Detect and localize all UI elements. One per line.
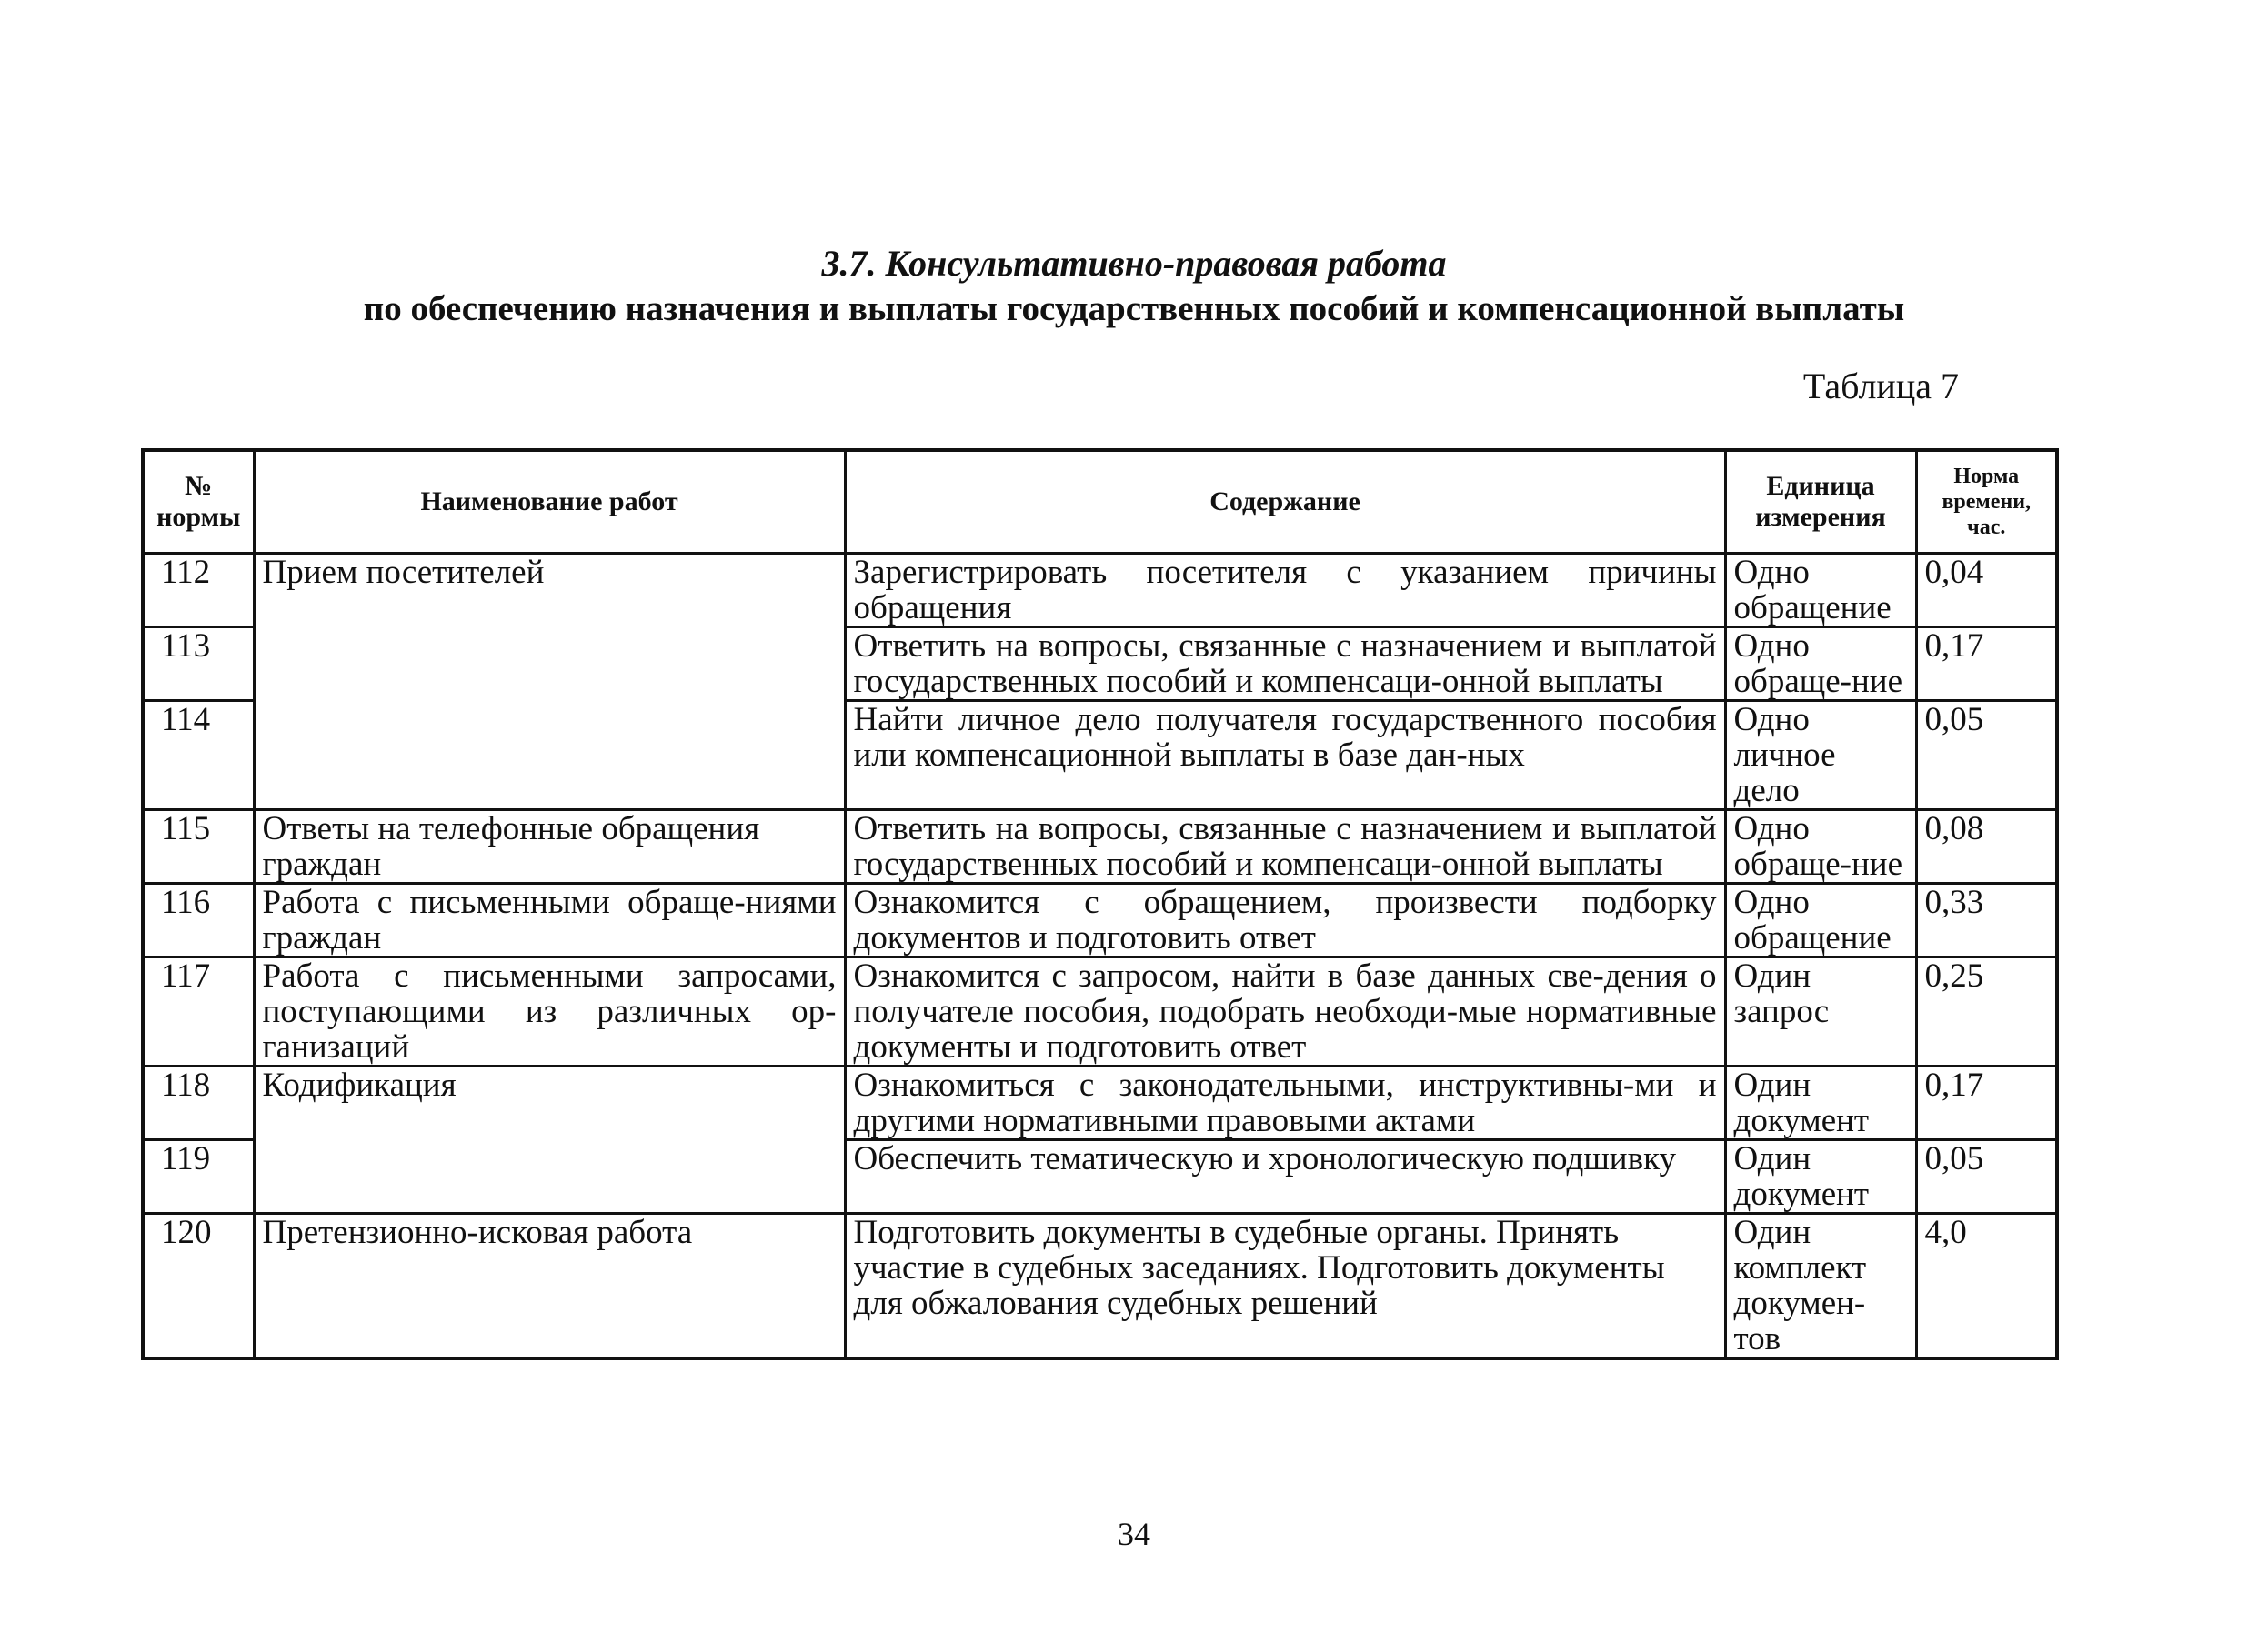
cell-content: Ознакомиться с законодательными, инструктивны-ми и другими нормативными правовыми актами (845, 1067, 1725, 1140)
table-row (143, 554, 2057, 627)
cell-content: Подготовить документы в судебные органы. Принять участие в судебных заседаниях. Подготовить документы для обжалования судебных решений (845, 1214, 1725, 1359)
cell-num: 112 (143, 554, 254, 627)
header-num: № нормы (143, 450, 254, 554)
cell-num: 119 (143, 1140, 254, 1214)
header-unit: Единица измерения (1725, 450, 1916, 554)
cell-unit: Одно обраще-ние (1725, 627, 1916, 701)
cell-content: Ознакомится с обращением, произвести подборку документов и подготовить ответ (845, 884, 1725, 957)
cell-name: Работа с письменными запросами, поступающими из различных ор-ганизаций (254, 957, 845, 1067)
cell-unit: Один запрос (1725, 957, 1916, 1067)
cell-norm: 0,17 (1916, 1067, 2057, 1140)
cell-unit: Один документ (1725, 1067, 1916, 1140)
page-number: 34 (1118, 1516, 1150, 1552)
cell-num: 117 (143, 957, 254, 1067)
table-row (143, 1067, 2057, 1140)
cell-num: 120 (143, 1214, 254, 1359)
cell-norm: 0,05 (1916, 701, 2057, 810)
cell-name: Претензионно-исковая работа (254, 1214, 845, 1359)
cell-norm: 0,25 (1916, 957, 2057, 1067)
cell-unit: Один комплект докумен-тов (1725, 1214, 1916, 1359)
cell-norm: 0,17 (1916, 627, 2057, 701)
cell-content: Ознакомится с запросом, найти в базе данных све-дения о получателе пособия, подобрать необходи-мые нормативные документы и подготовить ответ (845, 957, 1725, 1067)
cell-name: Прием посетителей (254, 554, 845, 810)
document-title: 3.7. Консультативно-правовая работа (821, 243, 1447, 284)
cell-unit: Одно обращение (1725, 884, 1916, 957)
table-row (143, 957, 2057, 1067)
cell-unit: Одно обращение (1725, 554, 1916, 627)
header-content: Содержание (845, 450, 1725, 554)
cell-norm: 0,33 (1916, 884, 2057, 957)
cell-unit: Одно личное дело (1725, 701, 1916, 810)
cell-content: Ответить на вопросы, связанные с назначением и выплатой государственных пособий и компенсаци-онной выплаты (845, 810, 1725, 884)
cell-unit: Одно обраще-ние (1725, 810, 1916, 884)
cell-num: 114 (143, 701, 254, 810)
cell-name: Кодификация (254, 1067, 845, 1214)
cell-content: Обеспечить тематическую и хронологическую подшивку (845, 1140, 1725, 1214)
cell-norm: 0,04 (1916, 554, 2057, 627)
cell-norm: 0,08 (1916, 810, 2057, 884)
norms-table (141, 448, 2059, 1360)
cell-num: 115 (143, 810, 254, 884)
table-caption: Таблица 7 (1802, 366, 1959, 406)
header-name: Наименование работ (254, 450, 845, 554)
cell-content: Найти личное дело получателя государственного пособия или компенсационной выплаты в базе дан-ных (845, 701, 1725, 810)
table-header-row (143, 450, 2057, 554)
cell-num: 118 (143, 1067, 254, 1140)
cell-norm: 0,05 (1916, 1140, 2057, 1214)
header-norm: Норма времени, час. (1916, 450, 2057, 554)
table-row (143, 1214, 2057, 1359)
cell-name: Работа с письменными обраще-ниями граждан (254, 884, 845, 957)
cell-name: Ответы на телефонные обращения граждан (254, 810, 845, 884)
cell-content: Ответить на вопросы, связанные с назначением и выплатой государственных пособий и компенсаци-онной выплаты (845, 627, 1725, 701)
cell-norm: 4,0 (1916, 1214, 2057, 1359)
cell-unit: Один документ (1725, 1140, 1916, 1214)
cell-num: 113 (143, 627, 254, 701)
cell-content: Зарегистрировать посетителя с указанием причины обращения (845, 554, 1725, 627)
table-row (143, 810, 2057, 884)
document-subtitle: по обеспечению назначения и выплаты государственных пособий и компенсационной выплаты (363, 289, 1905, 328)
table-row (143, 884, 2057, 957)
cell-num: 116 (143, 884, 254, 957)
